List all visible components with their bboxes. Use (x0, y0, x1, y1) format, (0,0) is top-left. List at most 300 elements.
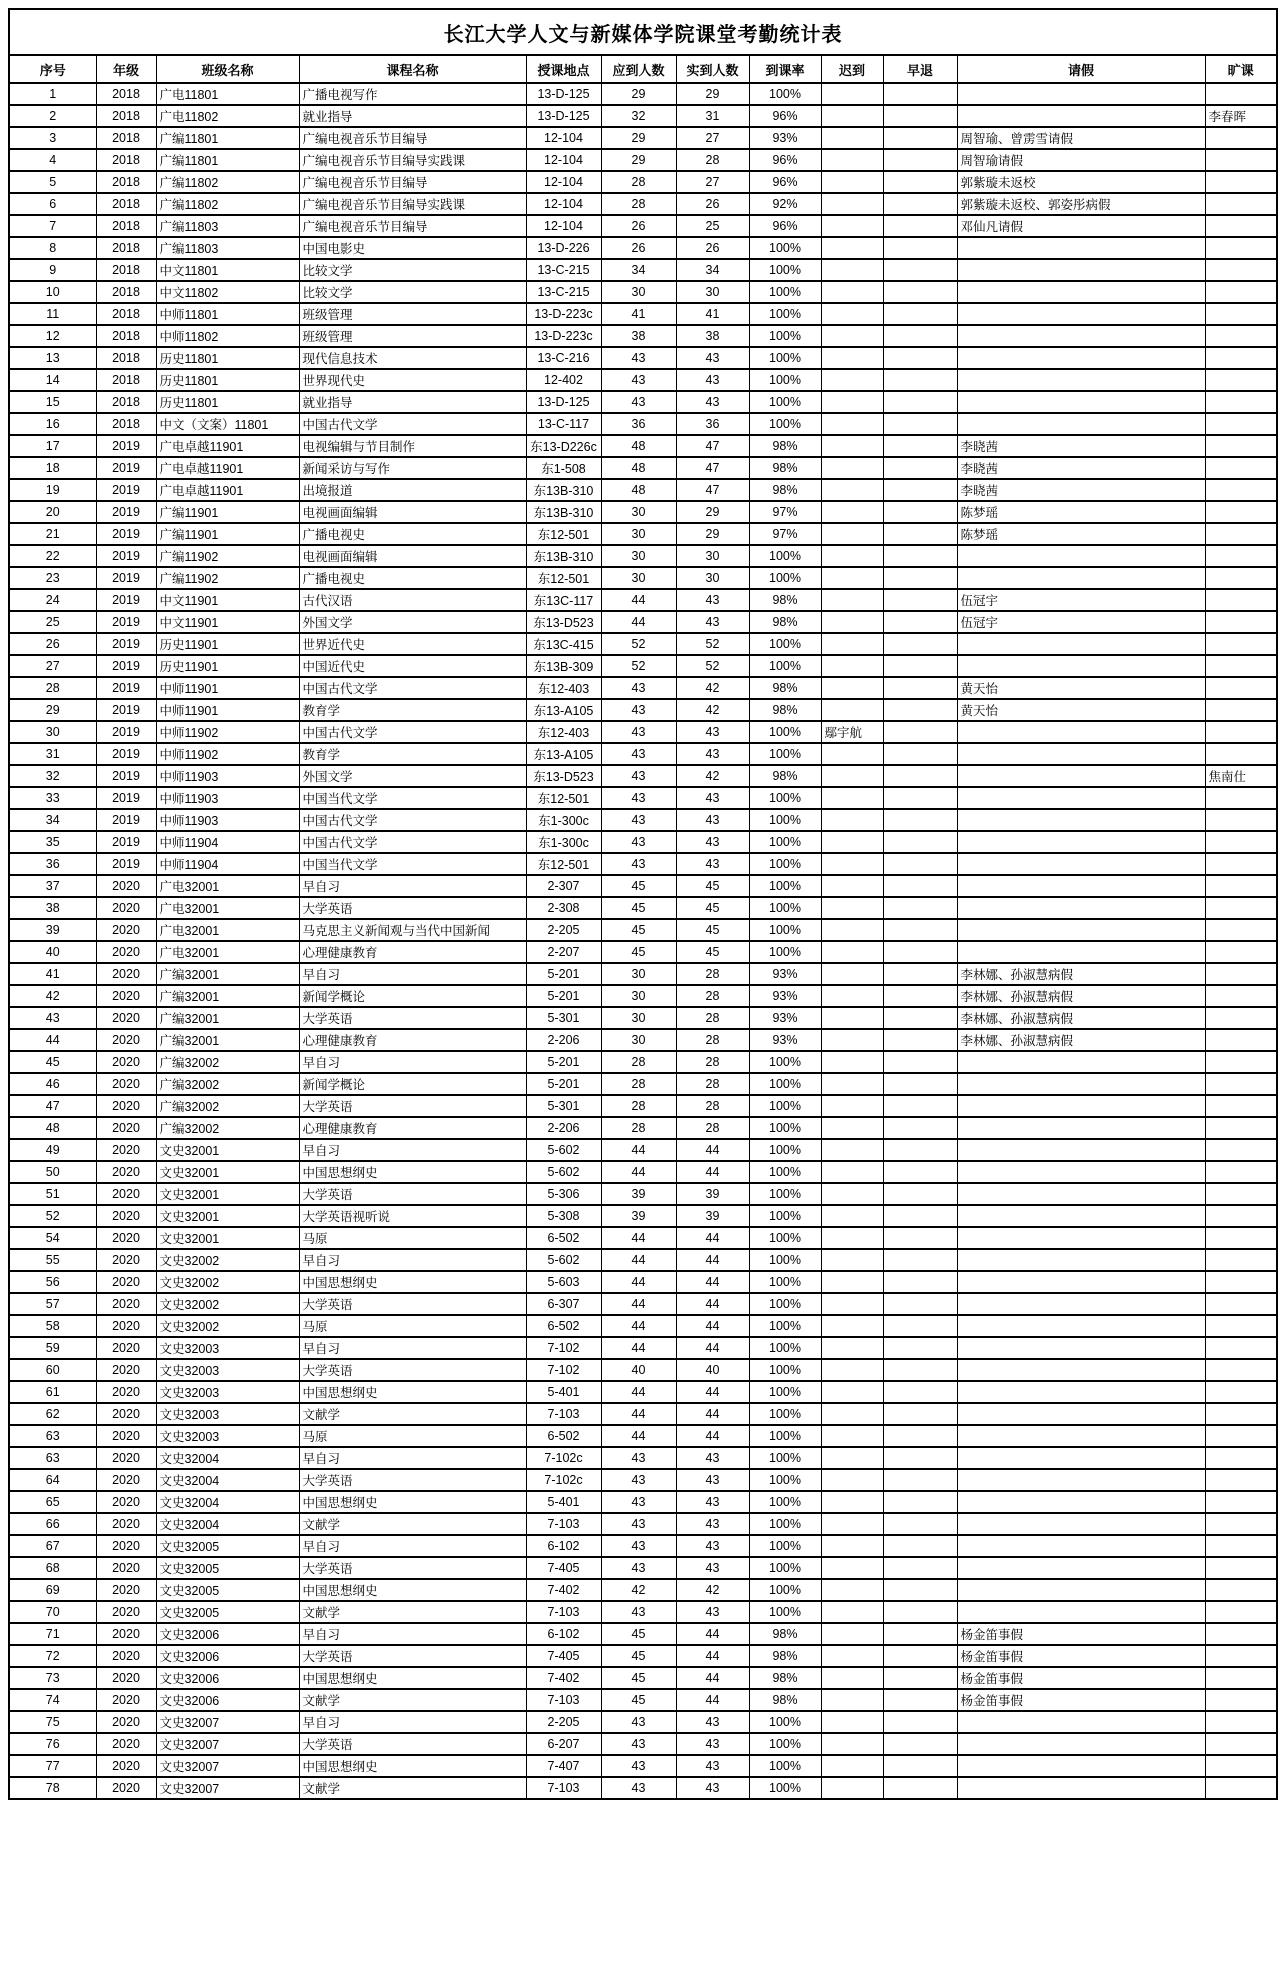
cell-expected: 43 (601, 369, 676, 391)
cell-early-leave (883, 963, 957, 985)
cell-early-leave (883, 1645, 957, 1667)
cell-grade: 2019 (96, 501, 156, 523)
cell-course-name: 早自习 (299, 875, 526, 897)
cell-expected: 30 (601, 985, 676, 1007)
cell-location: 2-308 (526, 897, 601, 919)
cell-leave: 伍冠宇 (957, 611, 1205, 633)
cell-late (821, 369, 883, 391)
cell-location: 东12-501 (526, 853, 601, 875)
cell-rate: 100% (749, 1491, 821, 1513)
cell-class-name: 中师11901 (156, 699, 299, 721)
cell-grade: 2020 (96, 1425, 156, 1447)
cell-actual: 44 (676, 1623, 749, 1645)
cell-expected: 30 (601, 1007, 676, 1029)
cell-leave (957, 1073, 1205, 1095)
cell-early-leave (883, 1227, 957, 1249)
cell-location: 东13B-310 (526, 501, 601, 523)
cell-rate: 98% (749, 611, 821, 633)
cell-leave: 陈梦瑶 (957, 523, 1205, 545)
cell-actual: 43 (676, 787, 749, 809)
cell-location: 5-602 (526, 1249, 601, 1271)
cell-location: 6-502 (526, 1227, 601, 1249)
table-row (9, 1029, 1277, 1051)
cell-late (821, 501, 883, 523)
cell-class-name: 广电卓越11901 (156, 435, 299, 457)
table-row (9, 259, 1277, 281)
cell-leave (957, 1117, 1205, 1139)
cell-class-name: 广编32002 (156, 1095, 299, 1117)
cell-course-name: 早自习 (299, 1139, 526, 1161)
cell-grade: 2020 (96, 1315, 156, 1337)
cell-expected: 32 (601, 105, 676, 127)
cell-actual: 43 (676, 1513, 749, 1535)
cell-actual: 28 (676, 149, 749, 171)
cell-course-name: 出境报道 (299, 479, 526, 501)
cell-late (821, 589, 883, 611)
cell-rate: 100% (749, 1447, 821, 1469)
column-header-course: 课程名称 (299, 55, 526, 83)
cell-leave: 李林娜、孙淑慧病假 (957, 963, 1205, 985)
cell-early-leave (883, 1095, 957, 1117)
cell-absent (1205, 215, 1277, 237)
cell-late (821, 1755, 883, 1777)
cell-early-leave (883, 831, 957, 853)
cell-index: 37 (9, 875, 96, 897)
cell-early-leave (883, 1579, 957, 1601)
cell-class-name: 广编11802 (156, 171, 299, 193)
cell-absent (1205, 347, 1277, 369)
cell-location: 东1-508 (526, 457, 601, 479)
table-row (9, 875, 1277, 897)
table-row (9, 1337, 1277, 1359)
cell-actual: 34 (676, 259, 749, 281)
cell-rate: 100% (749, 1205, 821, 1227)
cell-index: 2 (9, 105, 96, 127)
cell-expected: 29 (601, 83, 676, 105)
cell-early-leave (883, 391, 957, 413)
cell-grade: 2020 (96, 1513, 156, 1535)
cell-leave (957, 369, 1205, 391)
cell-absent (1205, 589, 1277, 611)
cell-leave (957, 1359, 1205, 1381)
cell-index: 13 (9, 347, 96, 369)
cell-rate: 100% (749, 897, 821, 919)
cell-grade: 2020 (96, 1645, 156, 1667)
cell-location: 6-207 (526, 1733, 601, 1755)
cell-leave (957, 1337, 1205, 1359)
cell-rate: 100% (749, 1601, 821, 1623)
cell-actual: 28 (676, 1007, 749, 1029)
cell-expected: 43 (601, 1755, 676, 1777)
cell-leave: 李林娜、孙淑慧病假 (957, 1007, 1205, 1029)
cell-actual: 43 (676, 611, 749, 633)
cell-expected: 29 (601, 127, 676, 149)
cell-expected: 43 (601, 1535, 676, 1557)
table-row (9, 743, 1277, 765)
table-row (9, 1425, 1277, 1447)
cell-index: 1 (9, 83, 96, 105)
cell-location: 7-103 (526, 1601, 601, 1623)
cell-late (821, 1117, 883, 1139)
cell-expected: 43 (601, 1491, 676, 1513)
cell-index: 70 (9, 1601, 96, 1623)
cell-location: 5-301 (526, 1007, 601, 1029)
cell-course-name: 文献学 (299, 1601, 526, 1623)
cell-leave (957, 721, 1205, 743)
cell-course-name: 中国古代文学 (299, 809, 526, 831)
cell-class-name: 广编11901 (156, 523, 299, 545)
cell-rate: 93% (749, 1029, 821, 1051)
cell-course-name: 文献学 (299, 1513, 526, 1535)
cell-index: 29 (9, 699, 96, 721)
table-row (9, 325, 1277, 347)
cell-index: 43 (9, 1007, 96, 1029)
cell-absent (1205, 1579, 1277, 1601)
cell-location: 13-C-216 (526, 347, 601, 369)
cell-actual: 43 (676, 743, 749, 765)
cell-course-name: 早自习 (299, 1711, 526, 1733)
cell-absent (1205, 391, 1277, 413)
cell-location: 12-104 (526, 171, 601, 193)
cell-early-leave (883, 149, 957, 171)
cell-index: 61 (9, 1381, 96, 1403)
cell-course-name: 中国当代文学 (299, 853, 526, 875)
cell-expected: 43 (601, 1711, 676, 1733)
cell-grade: 2019 (96, 435, 156, 457)
table-row (9, 1139, 1277, 1161)
cell-rate: 100% (749, 237, 821, 259)
cell-rate: 98% (749, 457, 821, 479)
cell-grade: 2019 (96, 743, 156, 765)
cell-actual: 45 (676, 941, 749, 963)
cell-class-name: 文史32002 (156, 1249, 299, 1271)
cell-index: 12 (9, 325, 96, 347)
cell-leave (957, 545, 1205, 567)
cell-late (821, 1623, 883, 1645)
cell-class-name: 文史32004 (156, 1469, 299, 1491)
cell-early-leave (883, 765, 957, 787)
cell-late (821, 1535, 883, 1557)
cell-location: 12-104 (526, 215, 601, 237)
cell-location: 2-307 (526, 875, 601, 897)
cell-late (821, 897, 883, 919)
cell-class-name: 广电卓越11901 (156, 457, 299, 479)
cell-course-name: 大学英语 (299, 1095, 526, 1117)
cell-absent (1205, 1513, 1277, 1535)
cell-expected: 39 (601, 1183, 676, 1205)
cell-rate: 96% (749, 171, 821, 193)
cell-course-name: 广编电视音乐节目编导实践课 (299, 149, 526, 171)
cell-late (821, 1271, 883, 1293)
cell-index: 51 (9, 1183, 96, 1205)
cell-rate: 100% (749, 787, 821, 809)
cell-early-leave (883, 897, 957, 919)
cell-index: 60 (9, 1359, 96, 1381)
cell-course-name: 班级管理 (299, 303, 526, 325)
table-row (9, 347, 1277, 369)
cell-location: 东13-A105 (526, 743, 601, 765)
cell-late (821, 677, 883, 699)
cell-rate: 100% (749, 1535, 821, 1557)
cell-early-leave (883, 1755, 957, 1777)
cell-absent (1205, 1557, 1277, 1579)
cell-absent (1205, 1205, 1277, 1227)
cell-absent (1205, 787, 1277, 809)
cell-late (821, 963, 883, 985)
cell-course-name: 中国古代文学 (299, 831, 526, 853)
cell-course-name: 早自习 (299, 1623, 526, 1645)
cell-grade: 2020 (96, 1271, 156, 1293)
cell-leave: 杨金笛事假 (957, 1645, 1205, 1667)
cell-class-name: 历史11901 (156, 633, 299, 655)
cell-late (821, 1293, 883, 1315)
table-body (9, 83, 1277, 1799)
cell-absent (1205, 941, 1277, 963)
cell-late (821, 545, 883, 567)
table-row (9, 1711, 1277, 1733)
cell-rate: 98% (749, 1667, 821, 1689)
cell-class-name: 广编11803 (156, 215, 299, 237)
cell-rate: 100% (749, 1557, 821, 1579)
cell-location: 7-103 (526, 1777, 601, 1799)
cell-early-leave (883, 1117, 957, 1139)
cell-grade: 2020 (96, 1051, 156, 1073)
cell-leave (957, 1051, 1205, 1073)
cell-class-name: 中师11902 (156, 743, 299, 765)
cell-leave (957, 1161, 1205, 1183)
cell-expected: 44 (601, 611, 676, 633)
cell-leave: 李晓茜 (957, 457, 1205, 479)
cell-class-name: 中师11901 (156, 677, 299, 699)
table-row (9, 523, 1277, 545)
table-row (9, 127, 1277, 149)
cell-rate: 100% (749, 1161, 821, 1183)
cell-index: 17 (9, 435, 96, 457)
cell-grade: 2020 (96, 1381, 156, 1403)
cell-early-leave (883, 1249, 957, 1271)
cell-rate: 100% (749, 1711, 821, 1733)
cell-index: 10 (9, 281, 96, 303)
cell-rate: 93% (749, 985, 821, 1007)
cell-course-name: 新闻学概论 (299, 1073, 526, 1095)
cell-early-leave (883, 611, 957, 633)
cell-course-name: 班级管理 (299, 325, 526, 347)
page-title: 长江大学人文与新媒体学院课堂考勤统计表 (9, 9, 1277, 55)
cell-grade: 2020 (96, 1161, 156, 1183)
cell-index: 72 (9, 1645, 96, 1667)
cell-actual: 43 (676, 1601, 749, 1623)
cell-early-leave (883, 1469, 957, 1491)
cell-grade: 2020 (96, 1733, 156, 1755)
table-row (9, 1667, 1277, 1689)
cell-class-name: 中文11901 (156, 611, 299, 633)
cell-course-name: 现代信息技术 (299, 347, 526, 369)
cell-absent (1205, 259, 1277, 281)
cell-location: 7-102 (526, 1359, 601, 1381)
cell-actual: 43 (676, 1491, 749, 1513)
cell-class-name: 中文（文案）11801 (156, 413, 299, 435)
table-row (9, 83, 1277, 105)
cell-absent (1205, 1007, 1277, 1029)
cell-rate: 100% (749, 303, 821, 325)
cell-rate: 100% (749, 1051, 821, 1073)
cell-absent (1205, 127, 1277, 149)
cell-rate: 100% (749, 413, 821, 435)
cell-grade: 2019 (96, 567, 156, 589)
cell-rate: 98% (749, 765, 821, 787)
cell-location: 5-201 (526, 985, 601, 1007)
cell-course-name: 大学英语视听说 (299, 1205, 526, 1227)
table-row (9, 1073, 1277, 1095)
cell-rate: 100% (749, 1755, 821, 1777)
cell-late (821, 1381, 883, 1403)
cell-expected: 34 (601, 259, 676, 281)
cell-index: 63 (9, 1447, 96, 1469)
cell-actual: 42 (676, 1579, 749, 1601)
cell-course-name: 广播电视写作 (299, 83, 526, 105)
cell-course-name: 文献学 (299, 1777, 526, 1799)
cell-class-name: 文史32006 (156, 1645, 299, 1667)
cell-absent (1205, 743, 1277, 765)
cell-class-name: 文史32004 (156, 1447, 299, 1469)
cell-leave (957, 347, 1205, 369)
cell-grade: 2020 (96, 1007, 156, 1029)
cell-class-name: 文史32003 (156, 1337, 299, 1359)
cell-late (821, 1073, 883, 1095)
cell-expected: 44 (601, 1227, 676, 1249)
cell-class-name: 中文11802 (156, 281, 299, 303)
cell-absent (1205, 1315, 1277, 1337)
cell-location: 东12-501 (526, 567, 601, 589)
table-row (9, 1469, 1277, 1491)
cell-late (821, 1183, 883, 1205)
cell-early-leave (883, 193, 957, 215)
cell-rate: 100% (749, 1117, 821, 1139)
cell-course-name: 古代汉语 (299, 589, 526, 611)
cell-actual: 47 (676, 435, 749, 457)
cell-actual: 43 (676, 1711, 749, 1733)
cell-location: 7-102 (526, 1337, 601, 1359)
cell-actual: 43 (676, 853, 749, 875)
table-row (9, 1689, 1277, 1711)
cell-late (821, 699, 883, 721)
cell-early-leave (883, 435, 957, 457)
cell-index: 22 (9, 545, 96, 567)
cell-expected: 43 (601, 1777, 676, 1799)
cell-index: 62 (9, 1403, 96, 1425)
cell-location: 13-D-125 (526, 391, 601, 413)
cell-late (821, 1051, 883, 1073)
table-row (9, 1623, 1277, 1645)
cell-index: 19 (9, 479, 96, 501)
column-header-class: 班级名称 (156, 55, 299, 83)
cell-location: 13-C-117 (526, 413, 601, 435)
cell-location: 东13-D226c (526, 435, 601, 457)
cell-absent (1205, 1425, 1277, 1447)
cell-early-leave (883, 1689, 957, 1711)
cell-rate: 100% (749, 281, 821, 303)
cell-absent (1205, 1293, 1277, 1315)
cell-grade: 2018 (96, 369, 156, 391)
cell-class-name: 广电卓越11901 (156, 479, 299, 501)
cell-late (821, 1227, 883, 1249)
cell-rate: 100% (749, 941, 821, 963)
cell-class-name: 广编32002 (156, 1051, 299, 1073)
cell-expected: 38 (601, 325, 676, 347)
cell-location: 5-602 (526, 1161, 601, 1183)
cell-location: 东12-501 (526, 787, 601, 809)
cell-location: 5-301 (526, 1095, 601, 1117)
cell-late (821, 809, 883, 831)
cell-index: 78 (9, 1777, 96, 1799)
cell-index: 76 (9, 1733, 96, 1755)
cell-grade: 2020 (96, 1293, 156, 1315)
cell-class-name: 广编11901 (156, 501, 299, 523)
cell-class-name: 历史11801 (156, 347, 299, 369)
cell-class-name: 文史32005 (156, 1535, 299, 1557)
cell-leave: 陈梦瑶 (957, 501, 1205, 523)
cell-leave (957, 787, 1205, 809)
cell-class-name: 文史32005 (156, 1557, 299, 1579)
table-row (9, 545, 1277, 567)
cell-rate: 96% (749, 149, 821, 171)
cell-class-name: 广编11801 (156, 127, 299, 149)
cell-class-name: 中师11801 (156, 303, 299, 325)
cell-course-name: 比较文学 (299, 259, 526, 281)
cell-early-leave (883, 919, 957, 941)
table-row (9, 1315, 1277, 1337)
cell-leave (957, 853, 1205, 875)
table-row (9, 941, 1277, 963)
table-row (9, 215, 1277, 237)
table-row (9, 149, 1277, 171)
cell-location: 5-401 (526, 1491, 601, 1513)
cell-absent (1205, 303, 1277, 325)
cell-grade: 2019 (96, 787, 156, 809)
cell-absent (1205, 413, 1277, 435)
cell-early-leave (883, 1029, 957, 1051)
cell-leave (957, 237, 1205, 259)
cell-actual: 43 (676, 369, 749, 391)
cell-index: 68 (9, 1557, 96, 1579)
cell-expected: 43 (601, 787, 676, 809)
cell-expected: 45 (601, 919, 676, 941)
cell-grade: 2020 (96, 985, 156, 1007)
table-row (9, 831, 1277, 853)
column-header-actual: 实到人数 (676, 55, 749, 83)
cell-expected: 30 (601, 523, 676, 545)
cell-course-name: 中国古代文学 (299, 677, 526, 699)
cell-rate: 100% (749, 1293, 821, 1315)
cell-absent (1205, 611, 1277, 633)
cell-grade: 2018 (96, 127, 156, 149)
cell-leave: 李晓茜 (957, 479, 1205, 501)
cell-expected: 30 (601, 1029, 676, 1051)
cell-early-leave (883, 699, 957, 721)
cell-expected: 44 (601, 1249, 676, 1271)
cell-late (821, 325, 883, 347)
cell-late (821, 193, 883, 215)
cell-location: 7-102c (526, 1447, 601, 1469)
cell-early-leave (883, 1733, 957, 1755)
cell-absent (1205, 369, 1277, 391)
cell-leave (957, 1315, 1205, 1337)
cell-course-name: 中国思想纲史 (299, 1667, 526, 1689)
cell-class-name: 文史32002 (156, 1293, 299, 1315)
table-row (9, 1403, 1277, 1425)
cell-leave (957, 1205, 1205, 1227)
cell-index: 6 (9, 193, 96, 215)
